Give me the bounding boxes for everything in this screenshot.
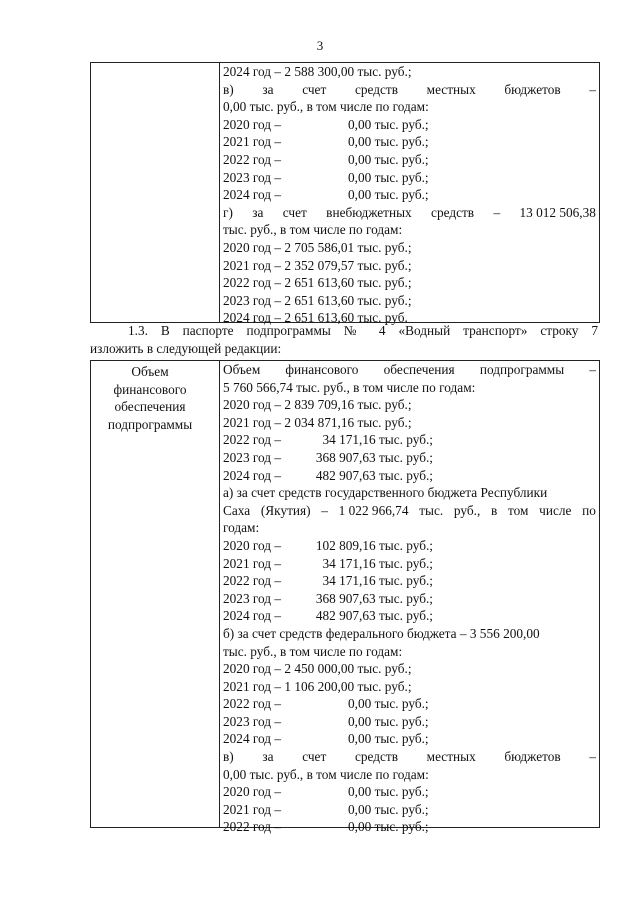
text-line xyxy=(223,116,596,134)
funding-table-continued xyxy=(90,62,600,326)
year-label: 2022 год – xyxy=(223,432,282,448)
word: счет xyxy=(302,749,327,765)
year-label: 2022 год – xyxy=(223,696,282,712)
word: внебюджетных xyxy=(326,204,412,220)
amount-value: 0,00 тыс. руб.; xyxy=(348,784,429,800)
text-line xyxy=(223,467,596,485)
word: – xyxy=(589,362,596,377)
table-label-cell xyxy=(91,361,220,827)
amount-value: 0,00 тыс. руб.; xyxy=(348,713,429,729)
text-line: 2020 год – 2 450 000,00 тыс. руб.; xyxy=(223,661,412,677)
text-line: тыс. руб., в том числе по годам: xyxy=(223,222,403,238)
year-label: 2020 год – xyxy=(223,784,282,800)
word: том xyxy=(508,502,529,518)
word: тыс. xyxy=(419,502,444,518)
text-line xyxy=(223,151,596,169)
word: за xyxy=(262,749,274,765)
amount-value: 0,00 тыс. руб.; xyxy=(348,801,429,817)
amount-value: 0,00 тыс. руб.; xyxy=(348,819,429,835)
year-label: 2024 год – xyxy=(223,187,282,203)
word: (Якутия) xyxy=(260,502,311,518)
year-label: 2022 год – xyxy=(223,819,282,835)
word: местных xyxy=(426,81,476,97)
amount-value: 0,00 тыс. руб.; xyxy=(348,731,429,747)
text-line: 2024 год – 2 588 300,00 тыс. руб.; xyxy=(223,64,412,79)
year-label: 2020 год – xyxy=(223,116,282,132)
amount-value: 102 809,16 тыс. руб.; xyxy=(315,537,433,553)
year-label: 2020 год – xyxy=(223,537,282,553)
word: Саха xyxy=(223,502,251,518)
text-line xyxy=(223,169,596,187)
amount-value: 0,00 тыс. руб.; xyxy=(348,134,429,150)
year-label: 2023 год – xyxy=(223,449,282,465)
text-line xyxy=(223,431,596,449)
word: в xyxy=(491,502,498,518)
amount-value: 0,00 тыс. руб.; xyxy=(348,151,429,167)
word: средств xyxy=(354,81,398,97)
amount-value: 0,00 тыс. руб.; xyxy=(348,116,429,132)
text-line: а) за счет средств государственного бюджета Республики xyxy=(223,485,548,501)
year-label: 2024 год – xyxy=(223,608,282,624)
word: средств xyxy=(431,204,475,220)
text-line xyxy=(223,502,596,520)
text-line: 2021 год – 1 106 200,00 тыс. руб.; xyxy=(223,678,412,694)
year-label: 2021 год – xyxy=(223,134,282,150)
amount-value: 34 171,16 тыс. руб.; xyxy=(322,573,433,589)
text-line: 2023 год – 2 651 613,60 тыс. руб.; xyxy=(223,292,412,308)
text-line: 2022 год – 2 651 613,60 тыс. руб.; xyxy=(223,275,412,291)
word: в) xyxy=(223,749,234,765)
text-line xyxy=(223,572,596,590)
word: финансового xyxy=(285,362,359,377)
text-line: тыс. руб., в том числе по годам: xyxy=(223,643,403,659)
text-line xyxy=(223,801,596,819)
text-line xyxy=(223,590,596,608)
word: – xyxy=(589,81,596,97)
amount-value: 34 171,16 тыс. руб.; xyxy=(322,555,433,571)
word: 1 022 966,74 xyxy=(338,502,409,518)
word: местных xyxy=(426,749,476,765)
text-line xyxy=(223,607,596,625)
word: Объем xyxy=(223,362,261,377)
amount-value: 368 907,63 тыс. руб.; xyxy=(315,449,433,465)
word: подпрограммы xyxy=(479,362,565,377)
text-line xyxy=(223,555,596,573)
year-label: 2021 год – xyxy=(223,801,282,817)
text-line: 2021 год – 2 352 079,57 тыс. руб.; xyxy=(223,257,412,273)
word: счет xyxy=(282,204,307,220)
text-line: 0,00 тыс. руб., в том числе по годам: xyxy=(223,99,429,115)
text-line: 2021 год – 2 034 871,16 тыс. руб.; xyxy=(223,414,412,430)
text-line: 2020 год – 2 705 586,01 тыс. руб.; xyxy=(223,239,412,255)
word: руб., xyxy=(453,502,481,518)
text-line xyxy=(223,783,596,801)
word: – xyxy=(321,502,328,518)
amount-value: 482 907,63 тыс. руб.; xyxy=(315,467,433,483)
table-row-label: Объем финансового обеспечения подпрограммы xyxy=(107,364,193,432)
text-line: годам: xyxy=(223,520,260,536)
paragraph-line-1: 1.3. В паспорте подпрограммы № 4 «Водный транспорт» строку 7 xyxy=(128,323,598,338)
amount-value: 0,00 тыс. руб.; xyxy=(348,696,429,712)
word: – xyxy=(589,749,596,765)
year-label: 2023 год – xyxy=(223,590,282,606)
text-line xyxy=(223,449,596,467)
text-line: б) за счет средств федерального бюджета – 3 556 200,00 xyxy=(223,625,540,641)
text-line: 2024 год – 2 651 613,60 тыс. руб. xyxy=(223,310,408,326)
year-label: 2023 год – xyxy=(223,713,282,729)
text-line: 0,00 тыс. руб., в том числе по годам: xyxy=(223,766,429,782)
word: обеспечения xyxy=(383,362,455,377)
year-label: 2024 год – xyxy=(223,467,282,483)
text-line xyxy=(223,133,596,151)
amendment-paragraph xyxy=(90,322,598,357)
year-label: 2022 год – xyxy=(223,573,282,589)
amount-value: 368 907,63 тыс. руб.; xyxy=(315,590,433,606)
word: числе xyxy=(539,502,572,518)
page-number: 3 xyxy=(316,38,324,53)
amount-value: 34 171,16 тыс. руб.; xyxy=(322,432,433,448)
word: г) xyxy=(223,204,233,220)
text-line xyxy=(223,818,596,836)
word: 13 012 506,38 xyxy=(519,204,596,220)
word: за xyxy=(262,81,274,97)
text-line xyxy=(223,186,596,204)
year-label: 2024 год – xyxy=(223,731,282,747)
text-line: 2020 год – 2 839 709,16 тыс. руб.; xyxy=(223,397,412,413)
text-line xyxy=(223,695,596,713)
word: бюджетов xyxy=(504,81,561,97)
word: счет xyxy=(302,81,327,97)
amount-value: 482 907,63 тыс. руб.; xyxy=(315,608,433,624)
text-line xyxy=(223,361,596,379)
text-line xyxy=(223,730,596,748)
table-value-cell xyxy=(220,63,599,327)
funding-table xyxy=(90,360,600,835)
word: в) xyxy=(223,81,234,97)
word: – xyxy=(493,204,501,220)
text-line xyxy=(223,81,596,99)
table-value-cell xyxy=(220,361,599,836)
word: средств xyxy=(354,749,398,765)
year-label: 2022 год – xyxy=(223,151,282,167)
word: бюджетов xyxy=(504,749,561,765)
word: за xyxy=(252,204,264,220)
table-label-cell-empty xyxy=(91,63,220,322)
text-line xyxy=(223,748,596,766)
amount-value: 0,00 тыс. руб.; xyxy=(348,187,429,203)
text-line xyxy=(223,537,596,555)
year-label: 2021 год – xyxy=(223,555,282,571)
text-line: 5 760 566,74 тыс. руб., в том числе по годам: xyxy=(223,379,476,395)
text-line xyxy=(223,713,596,731)
word: по xyxy=(582,502,596,518)
year-label: 2023 год – xyxy=(223,169,282,185)
paragraph-line-2: изложить в следующей редакции: xyxy=(90,340,282,356)
amount-value: 0,00 тыс. руб.; xyxy=(348,169,429,185)
text-line xyxy=(223,204,596,222)
